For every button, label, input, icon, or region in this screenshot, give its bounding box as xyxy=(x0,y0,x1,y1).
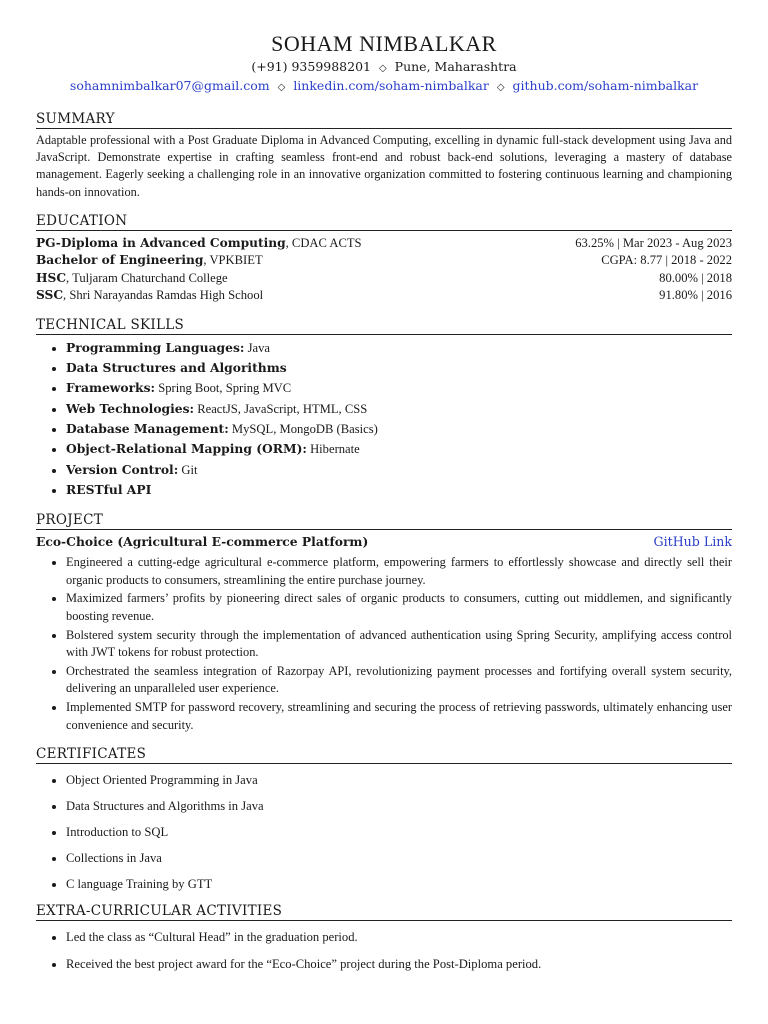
location: Pune, Maharashtra xyxy=(394,59,517,74)
project-bullet: • Orchestrated the seamless integration of Razorpay API, revolutionizing payment processes and fortifying overall system security, delivering an unparalleled user experience. xyxy=(66,663,732,698)
education-row xyxy=(36,252,732,270)
skill-item xyxy=(66,338,732,358)
resume-page xyxy=(36,30,732,978)
skill-label: Object-Relational Mapping (ORM): xyxy=(66,441,307,457)
diamond-separator-icon: ◇ xyxy=(496,82,505,93)
certificate-item: • Collections in Java xyxy=(66,845,732,871)
project-heading: PROJECT xyxy=(36,512,732,530)
candidate-name: SOHAM NIMBALKAR xyxy=(271,31,497,56)
certificates-list xyxy=(36,767,732,897)
skill-value: Java xyxy=(244,340,270,355)
skill-value: MySQL, MongoDB (Basics) xyxy=(228,422,378,436)
contact-line xyxy=(36,58,732,77)
skill-label: Web Technologies: xyxy=(66,400,195,416)
education-result: CGPA: 8.77 | 2018 - 2022 xyxy=(601,253,732,268)
certificates-heading: CERTIFICATES xyxy=(36,746,732,764)
skill-label: Data Structures and Algorithms xyxy=(66,360,287,376)
degree: HSC xyxy=(36,270,67,285)
certificate-item: • C language Training by GTT xyxy=(66,871,732,897)
extra-list xyxy=(36,924,732,978)
skill-item xyxy=(66,460,732,480)
education-row xyxy=(36,270,732,288)
skill-item xyxy=(66,399,732,419)
skills-heading: TECHNICAL SKILLS xyxy=(36,317,732,335)
skill-label: Database Management: xyxy=(66,421,229,436)
summary-heading: SUMMARY xyxy=(36,111,732,129)
project-bullet: • Bolstered system security through the implementation of advanced authentication using Spring Security, amplifying access control with JWT tokens for robust protection. xyxy=(66,627,732,662)
certificate-item: • Data Structures and Algorithms in Java xyxy=(66,793,732,819)
education-list xyxy=(36,235,732,305)
project-bullet: • Engineered a cutting-edge agricultural e-commerce platform, empowering farmers to effortlessly showcase and directly sell their organic products to consumers, streamlining the entire purchase journey. xyxy=(66,554,732,589)
linkedin-link[interactable]: linkedin.com/soham-nimbalkar xyxy=(293,78,489,93)
education-row xyxy=(36,287,732,305)
skill-value: ReactJS, JavaScript, HTML, CSS xyxy=(194,401,368,416)
education-heading: EDUCATION xyxy=(36,213,732,231)
degree: SSC xyxy=(36,288,64,303)
email-link[interactable]: sohamnimbalkar07@gmail.com xyxy=(69,78,270,93)
skill-item xyxy=(66,419,732,439)
skill-label: Frameworks: xyxy=(66,380,156,396)
phone-number: (+91) 9359988201 xyxy=(251,59,371,74)
summary-text: Adaptable professional with a Post Graduate Diploma in Advanced Computing, excelling in dynamic full-stack development using Java and JavaScript. Demonstrate expertise in crafting seamless front-end and robust back-end solutions, leveraging a mastery of database management. Eagerly seeking a challenging role in an innovative organization committed to fostering continuous learning and championing hands-on innovation. xyxy=(36,133,732,199)
diamond-separator-icon: ◇ xyxy=(277,82,286,93)
project-header xyxy=(36,533,732,551)
extra-heading: EXTRA-CURRICULAR ACTIVITIES xyxy=(36,903,732,921)
extra-item: • Received the best project award for the “Eco-Choice” project during the Post-Diploma period. xyxy=(66,951,732,978)
skill-label: Programming Languages: xyxy=(66,339,245,355)
institute: , Tuljaram Chaturchand College xyxy=(66,270,228,285)
degree: Bachelor of Engineering xyxy=(36,253,204,268)
skill-label: Version Control: xyxy=(66,461,179,477)
institute: , Shri Narayandas Ramdas High School xyxy=(63,288,264,303)
education-row xyxy=(36,235,732,253)
extra-item: • Led the class as “Cultural Head” in the graduation period. xyxy=(66,924,732,951)
skill-item xyxy=(66,439,732,459)
github-link[interactable]: github.com/soham-nimbalkar xyxy=(512,78,699,93)
skills-list xyxy=(36,338,732,500)
project-bullets xyxy=(36,554,732,734)
certificate-item: • Object Oriented Programming in Java xyxy=(66,767,732,793)
project-bullet: • Implemented SMTP for password recovery, streamlining and securing the process of retrieving passwords, ultimately enhancing user convenience and security. xyxy=(66,699,732,734)
skill-item xyxy=(66,480,732,500)
education-result: 91.80% | 2016 xyxy=(659,288,732,303)
project-name: Eco-Choice (Agricultural E-commerce Platform) xyxy=(36,534,369,550)
institute: , VPKBIET xyxy=(203,253,263,268)
github-project-link[interactable]: GitHub Link xyxy=(653,534,732,550)
degree: PG-Diploma in Advanced Computing xyxy=(36,235,286,250)
skill-value: Spring Boot, Spring MVC xyxy=(155,381,292,396)
education-result: 63.25% | Mar 2023 - Aug 2023 xyxy=(575,235,732,250)
skill-label: RESTful API xyxy=(66,481,152,497)
institute: , CDAC ACTS xyxy=(285,235,362,250)
diamond-separator-icon: ◇ xyxy=(378,63,387,74)
skill-item xyxy=(66,358,732,378)
skill-value: Git xyxy=(178,462,198,477)
certificate-item: • Introduction to SQL xyxy=(66,819,732,845)
education-result: 80.00% | 2018 xyxy=(659,270,732,285)
project-bullet: • Maximized farmers’ profits by pioneering direct sales of organic products to consumers, cutting out middlemen, and significantly boosting revenue. xyxy=(66,590,732,625)
skill-value: Hibernate xyxy=(306,442,360,457)
links-line xyxy=(36,77,732,97)
skill-item xyxy=(66,378,732,398)
